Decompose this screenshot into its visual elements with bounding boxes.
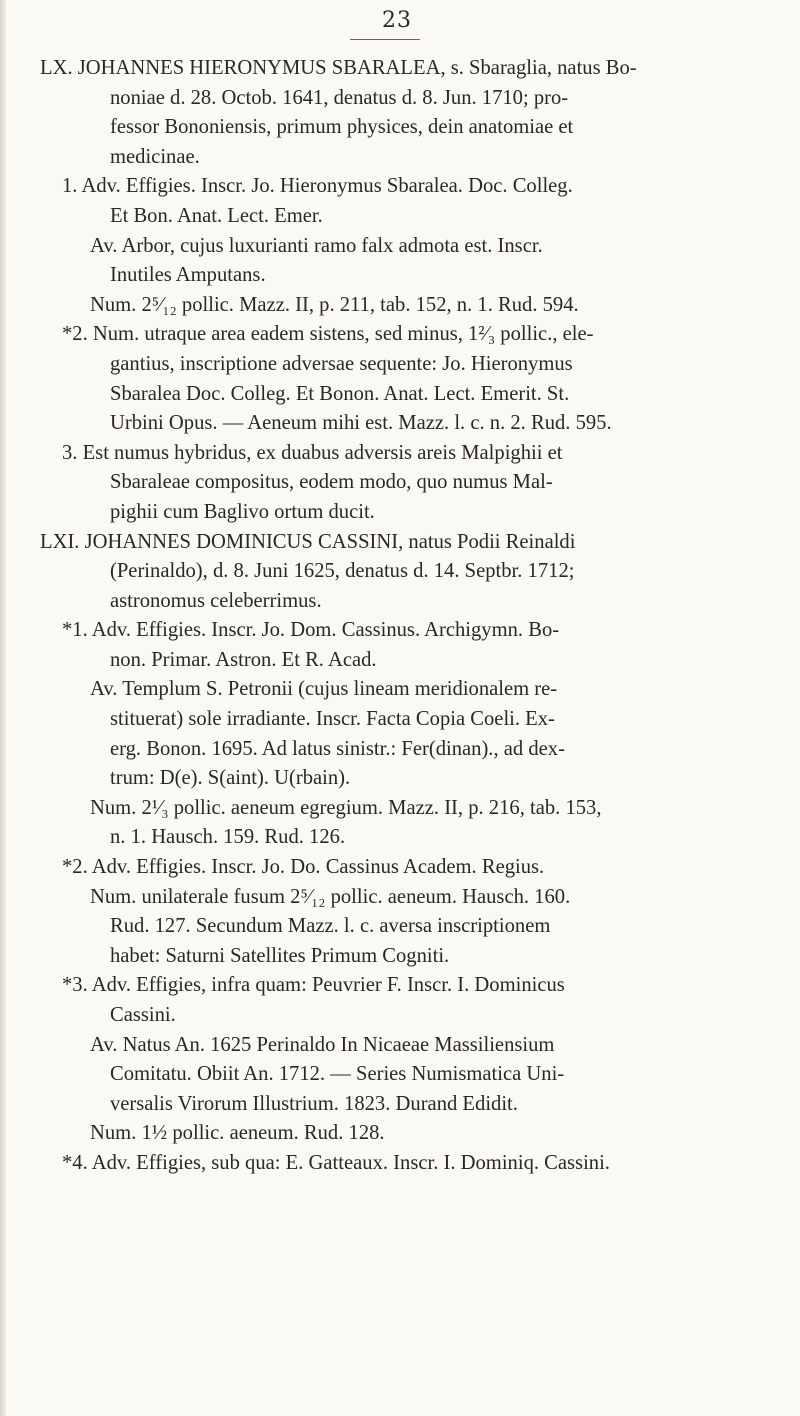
- text-line: medicinae.: [110, 145, 200, 168]
- text-line: (Perinaldo), d. 8. Juni 1625, denatus d. 14. Septbr. 1712;: [110, 560, 575, 583]
- text-line: Av. Templum S. Petronii (cujus lineam meridionalem re-: [90, 678, 558, 701]
- text-line: Av. Natus An. 1625 Perinaldo In Nicaeae Massiliensium: [90, 1033, 555, 1056]
- text-line: noniae d. 28. Octob. 1641, denatus d. 8. Jun. 1710; pro-: [110, 86, 569, 109]
- text-line: 3. Est numus hybridus, ex duabus adversis areis Malpighii et: [62, 441, 563, 464]
- text-line: Et Bon. Anat. Lect. Emer.: [110, 204, 323, 227]
- text-line: Num. 2¹⁄₃ pollic. aeneum egregium. Mazz. II, p. 216, tab. 153,: [90, 796, 602, 819]
- page-number-rule: [350, 39, 420, 40]
- text-line: habet: Saturni Satellites Primum Cogniti.: [110, 944, 450, 967]
- text-line: versalis Virorum Illustrium. 1823. Durand Edidit.: [110, 1092, 518, 1115]
- text-line: Av. Arbor, cujus luxurianti ramo falx admota est. Inscr.: [90, 234, 543, 257]
- text-line: Urbini Opus. — Aeneum mihi est. Mazz. l. c. n. 2. Rud. 595.: [110, 412, 612, 435]
- text-line: fessor Bononiensis, primum physices, dein anatomiae et: [110, 116, 574, 139]
- text-line: *4. Adv. Effigies, sub qua: E. Gatteaux. Inscr. I. Dominiq. Cassini.: [62, 1151, 610, 1174]
- text-line: Num. 1½ pollic. aeneum. Rud. 128.: [90, 1122, 385, 1145]
- text-line: Num. unilaterale fusum 2⁵⁄₁₂ pollic. aeneum. Hausch. 160.: [90, 885, 571, 908]
- text-line: stituerat) sole irradiante. Inscr. Facta Copia Coeli. Ex-: [110, 708, 555, 731]
- page-spine-shadow: [0, 0, 6, 1416]
- text-line: pighii cum Baglivo ortum ducit.: [110, 500, 375, 523]
- text-line: Num. 2⁵⁄₁₂ pollic. Mazz. II, p. 211, tab. 152, n. 1. Rud. 594.: [90, 293, 579, 316]
- text-line: *2. Adv. Effigies. Inscr. Jo. Do. Cassinus Academ. Regius.: [62, 856, 545, 879]
- text-line: gantius, inscriptione adversae sequente: Jo. Hieronymus: [110, 352, 573, 375]
- text-line: *3. Adv. Effigies, infra quam: Peuvrier F. Inscr. I. Dominicus: [62, 974, 565, 997]
- text-line: non. Primar. Astron. Et R. Acad.: [110, 648, 377, 671]
- text-line: *2. Num. utraque area eadem sistens, sed minus, 1²⁄₃ pollic., ele-: [62, 323, 594, 346]
- text-line: erg. Bonon. 1695. Ad latus sinistr.: Fer(dinan)., ad dex-: [110, 737, 565, 760]
- text-line: 1. Adv. Effigies. Inscr. Jo. Hieronymus Sbaralea. Doc. Colleg.: [62, 175, 573, 198]
- text-line: astronomus celeberrimus.: [110, 589, 322, 612]
- text-line: LX. JOHANNES HIERONYMUS SBARALEA, s. Sbaraglia, natus Bo-: [40, 57, 637, 79]
- text-line: Cassini.: [110, 1004, 176, 1026]
- text-line: Sbaralea Doc. Colleg. Et Bonon. Anat. Lect. Emerit. St.: [110, 382, 570, 405]
- text-line: LXI. JOHANNES DOMINICUS CASSINI, natus Podii Reinaldi: [40, 530, 576, 553]
- text-line: Rud. 127. Secundum Mazz. l. c. aversa inscriptionem: [110, 915, 551, 938]
- text-line: *1. Adv. Effigies. Inscr. Jo. Dom. Cassinus. Archigymn. Bo-: [62, 619, 560, 642]
- text-line: Sbaraleae compositus, eodem modo, quo numus Mal-: [110, 471, 553, 494]
- text-line: Inutiles Amputans.: [110, 264, 266, 287]
- page-body-text: [40, 54, 780, 1179]
- text-line: Comitatu. Obiit An. 1712. — Series Numismatica Uni-: [110, 1063, 565, 1086]
- text-line: trum: D(e). S(aint). U(rbain).: [110, 767, 351, 790]
- page-number: 23: [382, 8, 412, 33]
- text-line: n. 1. Hausch. 159. Rud. 126.: [110, 826, 346, 849]
